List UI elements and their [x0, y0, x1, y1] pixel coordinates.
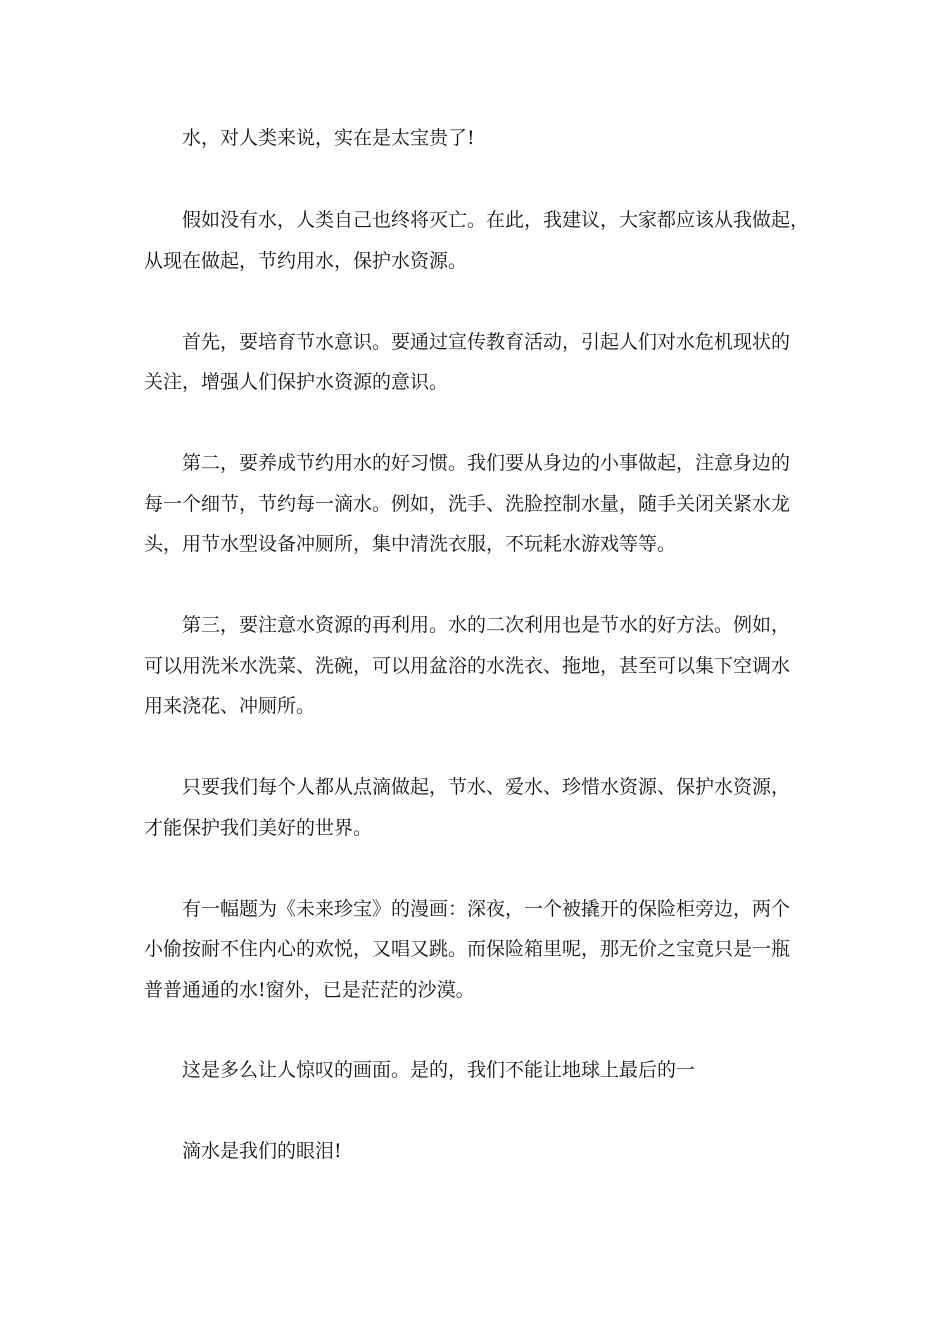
paragraph-2-line-1: 假如没有水，人类自己也终将灭亡。在此，我建议，大家都应该从我做起，: [182, 209, 810, 231]
paragraph-7-line-1: 有一幅题为《未来珍宝》的漫画：深夜，一个被撬开的保险柜旁边，两个: [182, 898, 791, 920]
paragraph-4-line-3: 头，用节水型设备冲厕所，集中清洗衣服，不玩耗水游戏等等。: [144, 533, 677, 555]
paragraph-7-line-3: 普普通通的水!窗外，已是茫茫的沙漠。: [144, 979, 475, 1001]
paragraph-9-line-1: 滴水是我们的眼泪!: [182, 1140, 342, 1162]
paragraph-3-line-2: 关注，增强人们保护水资源的意识。: [144, 371, 449, 393]
paragraph-8-line-1: 这是多么让人惊叹的画面。是的，我们不能让地球上最后的一: [182, 1059, 696, 1081]
paragraph-7-line-2: 小偷按耐不住内心的欢悦，又唱又跳。而保险箱里呢，那无价之宝竟只是一瓶: [144, 938, 791, 960]
paragraph-5-line-1: 第三，要注意水资源的再利用。水的二次利用也是节水的好方法。例如，: [182, 614, 791, 636]
paragraph-4-line-2: 每一个细节，节约每一滴水。例如，洗手、洗脸控制水量，随手关闭关紧水龙: [144, 493, 791, 515]
paragraph-5-line-2: 可以用洗米水洗菜、洗碗，可以用盆浴的水洗衣、拖地，甚至可以集下空调水: [144, 655, 791, 677]
paragraph-1-line-1: 水，对人类来说，实在是太宝贵了!: [182, 127, 475, 149]
paragraph-2-line-2: 从现在做起，节约用水，保护水资源。: [144, 250, 468, 272]
paragraph-3-line-1: 首先，要培育节水意识。要通过宣传教育活动，引起人们对水危机现状的: [182, 331, 791, 353]
paragraph-6-line-2: 才能保护我们美好的世界。: [144, 817, 373, 839]
paragraph-4-line-1: 第二，要养成节约用水的好习惯。我们要从身边的小事做起，注意身边的: [182, 452, 791, 474]
paragraph-6-line-1: 只要我们每个人都从点滴做起，节水、爱水、珍惜水资源、保护水资源，: [182, 776, 791, 798]
paragraph-5-line-3: 用来浇花、冲厕所。: [144, 695, 316, 717]
